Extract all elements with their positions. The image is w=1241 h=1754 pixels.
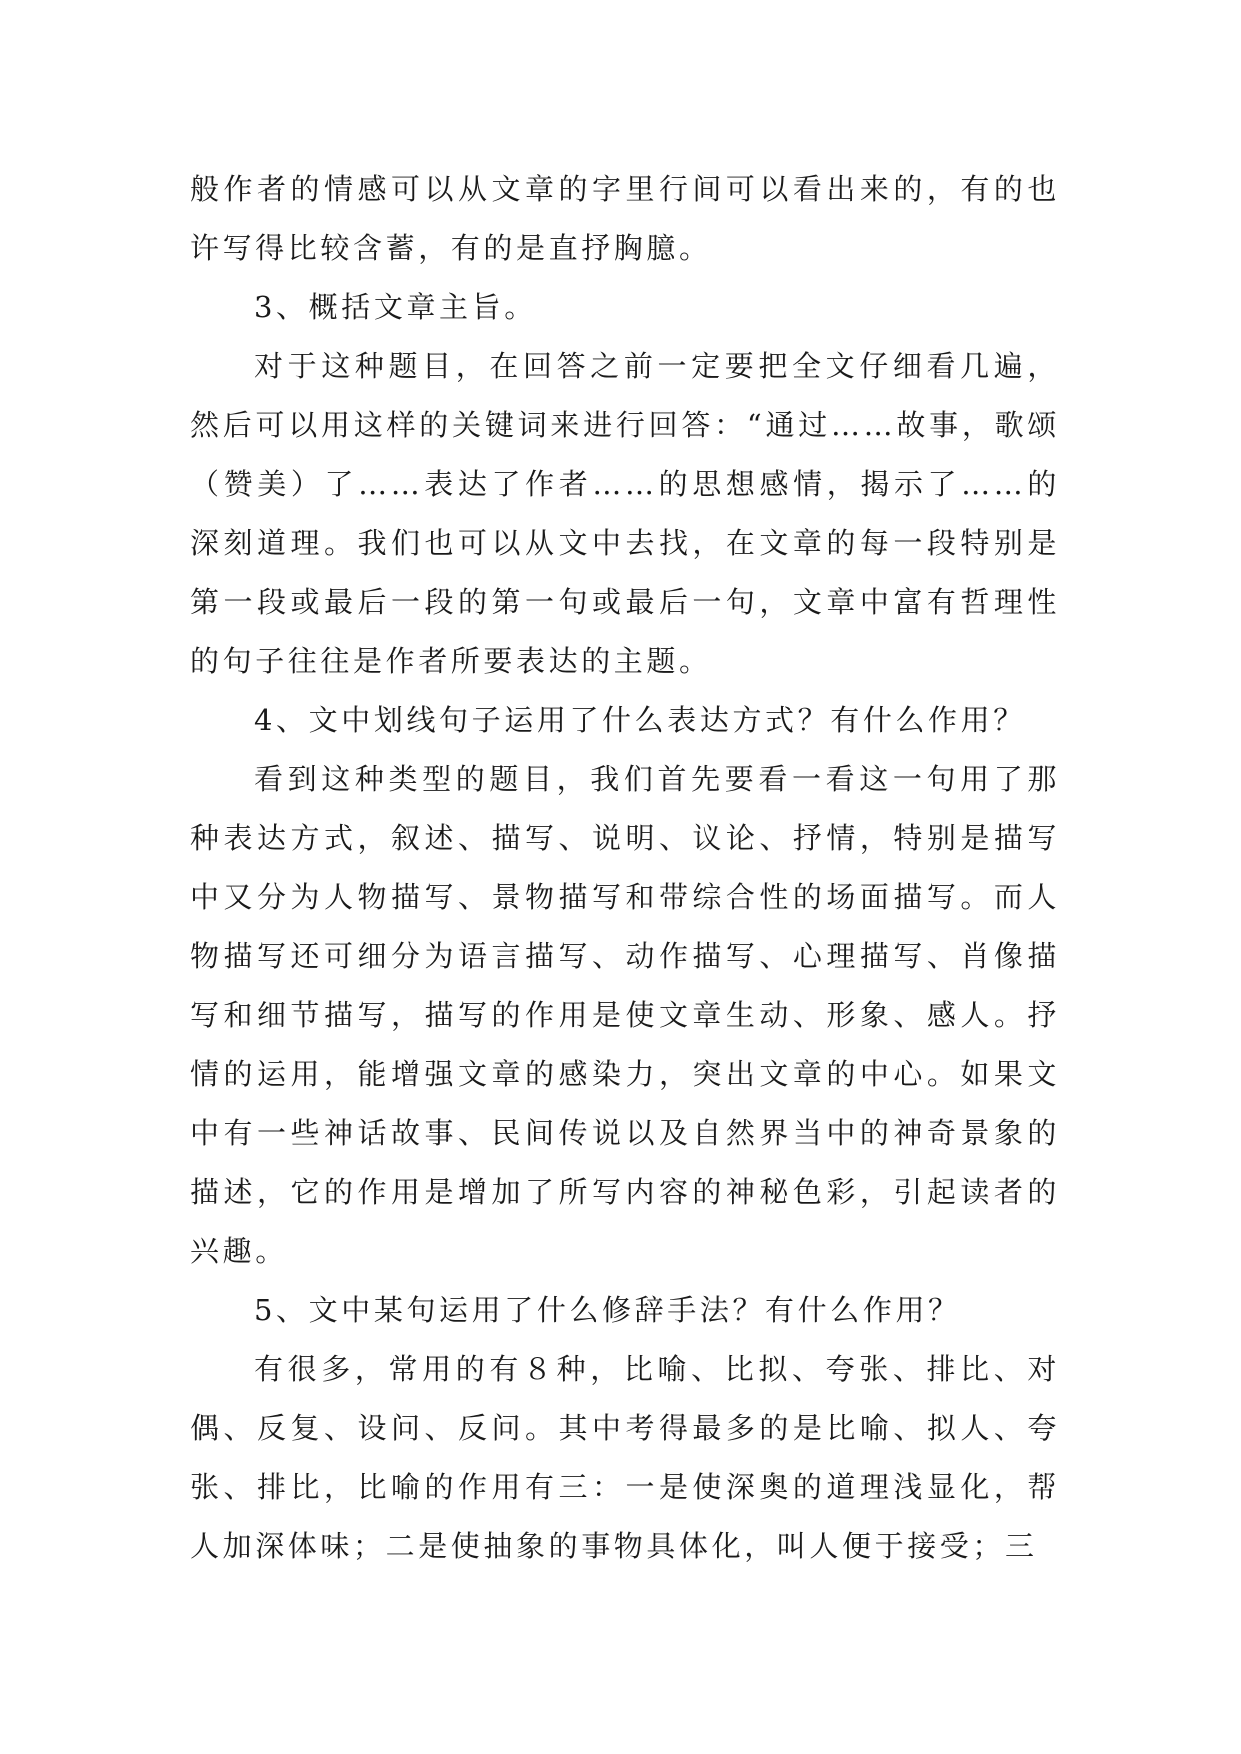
paragraph-continuation: 般作者的情感可以从文章的字里行间可以看出来的，有的也许写得比较含蓄，有的是直抒胸臆。 bbox=[190, 172, 1060, 265]
paragraph-rhetoric-answer: 有很多，常用的有８种，比喻、比拟、夸张、排比、对偶、反复、设问、反问。其中考得最多的是比喻、拟人、夸张、排比，比喻的作用有三：一是使深奥的道理浅显化，帮人加深体味；二是使抽象的事物具体化，叫人便于接受；三 bbox=[190, 1352, 1060, 1563]
paragraph-expression-answer: 看到这种类型的题目，我们首先要看一看这一句用了那种表达方式，叙述、描写、说明、议论、抒情，特别是描写中又分为人物描写、景物描写和带综合性的场面描写。而人物描写还可细分为语言描写、动作描写、心理描写、肖像描写和细节描写，描写的作用是使文章生动、形象、感人。抒情的运用，能增强文章的感染力，突出文章的中心。如果文中有一些神话故事、民间传说以及自然界当中的神奇景象的描述，它的作用是增加了所写内容的神秘色彩，引起读者的兴趣。 bbox=[190, 762, 1060, 1268]
paragraph-theme-answer: 对于这种题目，在回答之前一定要把全文仔细看几遍，然后可以用这样的关键词来进行回答：“通过……故事，歌颂（赞美）了……表达了作者……的思想感情，揭示了……的深刻道理。我们也可以从文中去找，在文章的每一段特别是第一段或最后一段的第一句或最后一句，文章中富有哲理性的句子往往是作者所要表达的主题。 bbox=[190, 349, 1060, 678]
document-body bbox=[190, 160, 1060, 1576]
heading-5-rhetoric: 5、文中某句运用了什么修辞手法？有什么作用？ bbox=[254, 1293, 961, 1327]
heading-4-expression-mode: 4、文中划线句子运用了什么表达方式？有什么作用？ bbox=[254, 703, 1026, 737]
heading-3-summarize-theme: 3、概括文章主旨。 bbox=[254, 290, 537, 324]
